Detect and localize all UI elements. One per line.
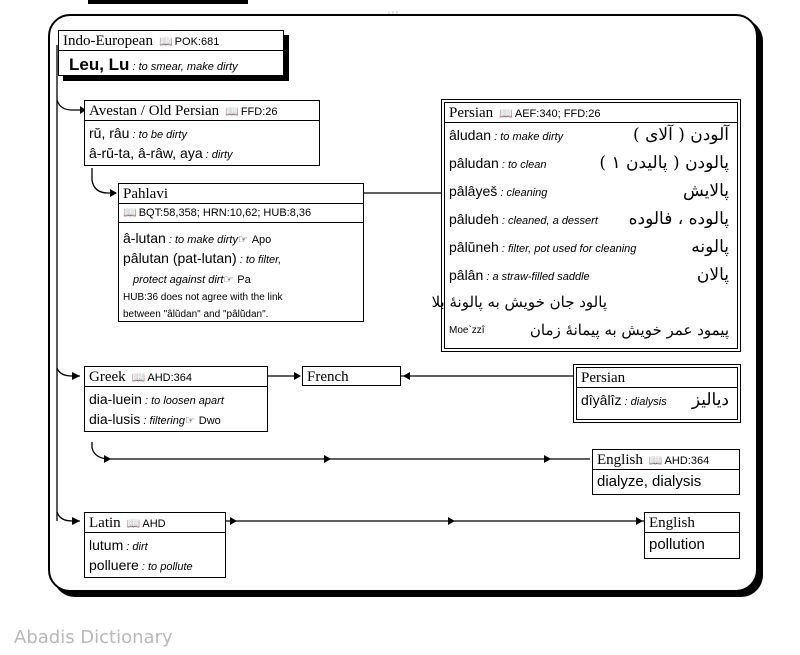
- indo-european-box: Indo-European 📖 POK:681 Leu, Lu : to smear, make dirty: [58, 30, 284, 76]
- poem-line: Moe`zzî پیمود عمر خویش به پیمانهٔ زمان: [449, 321, 729, 339]
- persian-word-row: âludan : to make dirty آلودن ( آلای ): [449, 125, 729, 145]
- language-name: Latin: [89, 515, 121, 531]
- pointing-hand-icon: ☞: [185, 415, 195, 427]
- french-box: [302, 366, 401, 386]
- book-icon: 📖: [123, 207, 137, 219]
- persian-word-row: pâludeh : cleaned, a dessert پالوده ، فالوده: [449, 209, 729, 229]
- reference: AHD:364: [147, 372, 192, 384]
- language-name: Greek: [89, 369, 126, 385]
- persian-box: [431, 102, 738, 349]
- word-line: pâlutan (pat-lutan) : to filter,: [123, 250, 282, 266]
- note-line: HUB:36 does not agree with the link: [123, 292, 283, 303]
- english-pollution-box: [644, 512, 740, 559]
- word-line: polluere : to pollute: [89, 557, 193, 573]
- book-icon: 📖: [158, 36, 173, 48]
- pointing-hand-icon: ☞: [237, 234, 248, 246]
- persian-word-row: pâludan : to clean پالودن ( پالیدن ۱ ): [449, 153, 729, 173]
- reference: AHD: [142, 518, 166, 530]
- language-name: Avestan / Old Persian: [89, 103, 220, 119]
- word-line: pollution: [649, 536, 705, 553]
- book-icon: 📖: [131, 372, 146, 384]
- language-name: Indo-European: [63, 33, 153, 49]
- word-line: dia-luein : to loosen apart: [89, 391, 224, 407]
- persian-word-row: pâlŭneh : filter, pot used for cleaning پالونه: [449, 237, 729, 257]
- word-line: dia-lusis : filtering☞ Dwo: [89, 411, 221, 427]
- language-name: English: [597, 452, 643, 468]
- language-name: Persian: [449, 105, 494, 121]
- reference: AEF:340; FFD:26: [514, 108, 601, 120]
- poem-line: پالود جان خویش به پالونهٔ بلا: [431, 293, 607, 311]
- persian-word-row: pâlâyeš : cleaning پالایش: [449, 181, 729, 201]
- latin-box: [84, 512, 226, 578]
- greek-box: [84, 366, 268, 432]
- root-gloss: to smear, make dirty: [138, 61, 238, 73]
- reference: POK:681: [174, 36, 220, 48]
- note-line: between "âlŭdan" and "pâlŭdan".: [123, 309, 269, 320]
- poem-author: Moe`zzî: [449, 325, 485, 336]
- reference: FFD:26: [240, 106, 278, 118]
- book-icon: 📖: [648, 455, 663, 467]
- book-icon: 📖: [499, 108, 513, 120]
- language-name: Pahlavi: [123, 186, 168, 202]
- word-line: lutum : dirt: [89, 537, 148, 553]
- persian-word-row: pâlân : a straw-filled saddle پالان: [449, 265, 729, 285]
- language-name: Persian: [577, 368, 737, 388]
- pahlavi-box: Pahlavi 📖 BQT:58,358; HRN:10,62; HUB:8,36 â-lutan : to make dirty☞ Apo pâlutan (pat-lutan) : to filter, protect against dirt☞ Pa HUB:36 does not agree with the link between "âlŭdan" and "pâlŭdan".: [118, 183, 364, 322]
- book-icon: 📖: [225, 106, 239, 118]
- word-line: â-rŭ-ta, â-râw, aya : dirty: [89, 145, 233, 161]
- language-name: French: [307, 369, 349, 385]
- avestan-box: [84, 100, 320, 166]
- word-line: â-lutan : to make dirty☞ Apo: [123, 230, 272, 246]
- pointing-hand-icon: ☞: [223, 274, 234, 286]
- footer-brand: Abadis Dictionary: [14, 627, 173, 648]
- word-line: rŭ, râu : to be dirty: [89, 125, 187, 141]
- reference: BQT:58,358; HRN:10,62; HUB:8,36: [138, 207, 312, 219]
- word-line: dialyze, dialysis: [597, 473, 702, 490]
- english-dialysis-box: [592, 449, 740, 495]
- book-icon: 📖: [126, 518, 141, 530]
- language-name: English: [645, 513, 739, 533]
- reference: AHD:364: [664, 455, 710, 467]
- persian-dialysis-box: Persian dîyâlîz : dialysis دیالیز: [576, 367, 738, 420]
- root-word: Leu, Lu: [69, 55, 130, 74]
